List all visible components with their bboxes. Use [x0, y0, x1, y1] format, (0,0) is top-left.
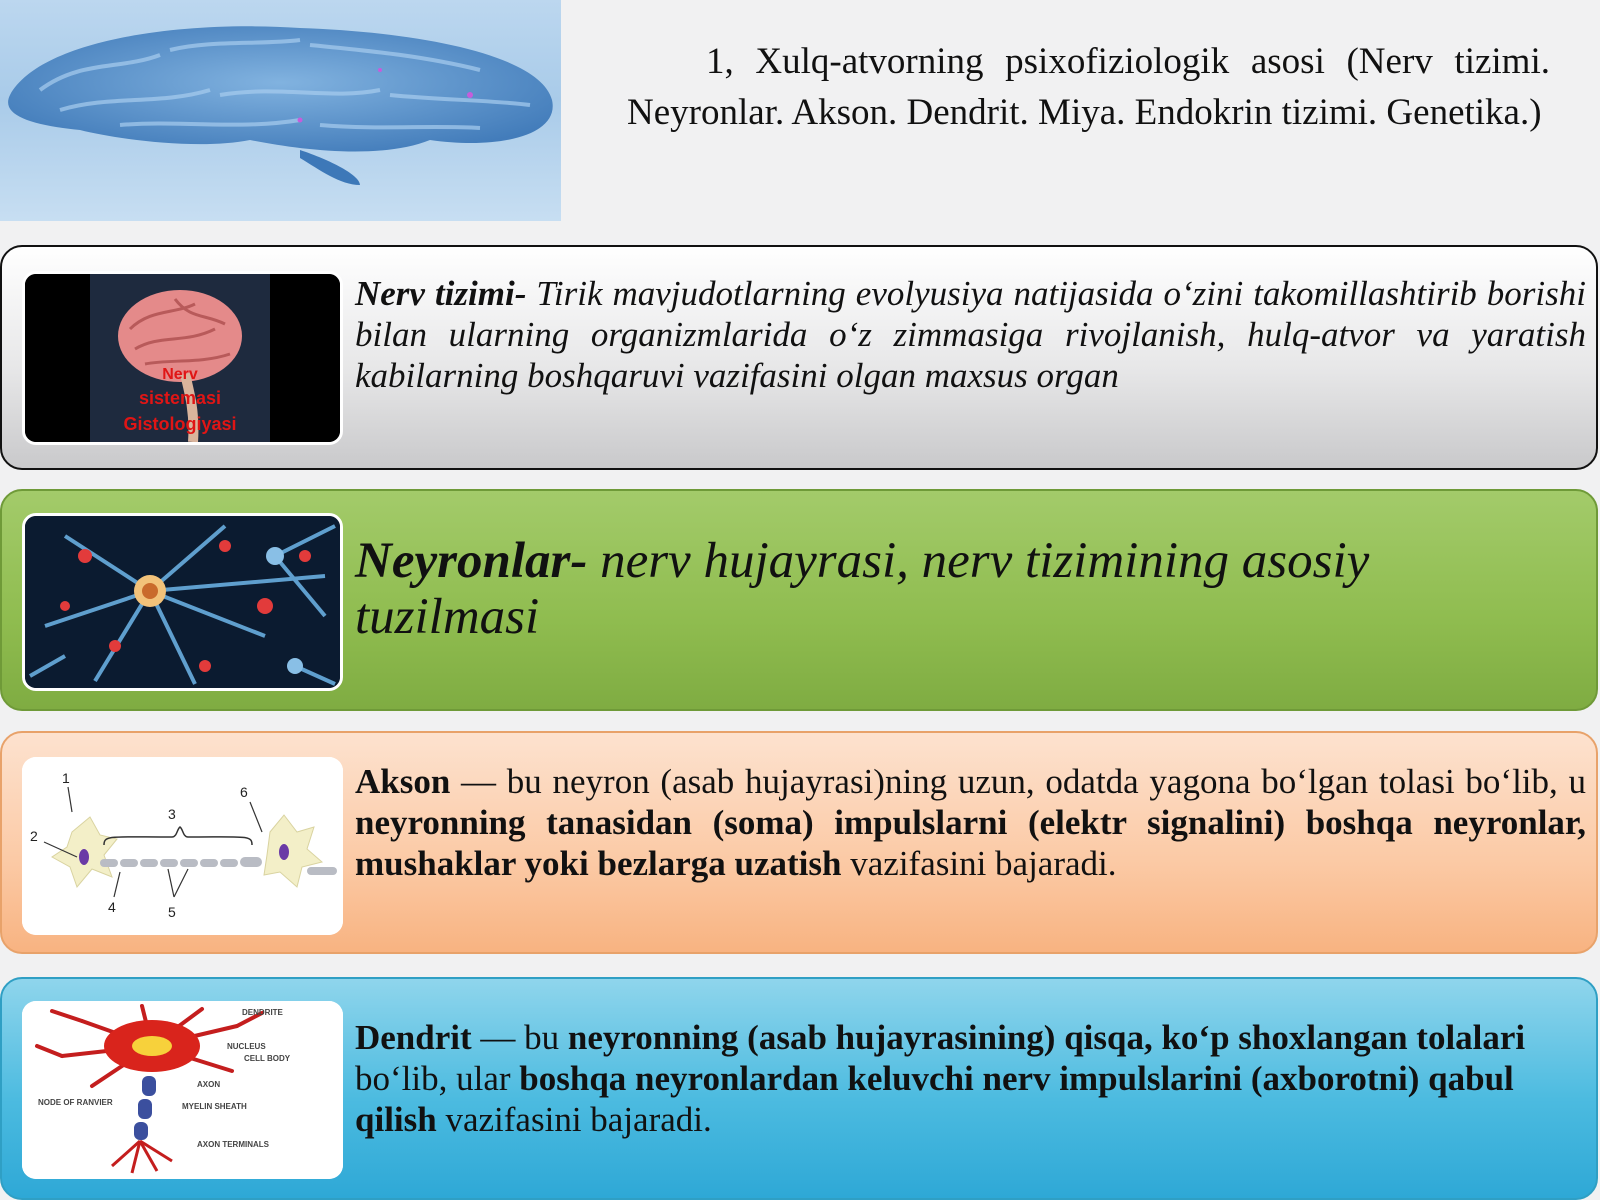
cell-body-label: CELL BODY — [244, 1054, 291, 1063]
nerv-tizimi-body: Tirik mavjudotlarning evolyusiya natijasida o‘zini takomillashtirib borishi bilan ularning organizmlarida o‘z zimmasiga rivojlanish, hulq-atvor va yaratish kabilarning boshqaruvi vazifasini olgan maxsus organ — [355, 274, 1586, 395]
neyronlar-body: nerv hujayrasi, nerv tizimining asosiy tuzilmasi — [355, 533, 1370, 645]
nerv-tizimi-definition — [355, 273, 1586, 396]
axon-label-2: 2 — [30, 828, 38, 844]
nerv-tizimi-panel — [0, 245, 1598, 470]
akson-body-bold: neyronning tanasidan (soma) impulslarni (elektr signalini) boshqa neyronlar, mushaklar yoki bezlarga uzatish — [355, 803, 1586, 883]
nerv-tizimi-term: Nerv tizimi- — [355, 274, 527, 313]
axon-label-1: 1 — [62, 770, 70, 786]
dendrit-body-5: vazifasini bajaradi. — [436, 1100, 712, 1139]
akson-body-1: — bu neyron (asab hujayrasi)ning uzun, odatda yagona bo‘lgan tolasi bo‘lib, u — [450, 762, 1586, 801]
dendrit-body-bold-1: neyronning (asab hujayrasining) qisqa, ko‘p shoxlangan tolalari — [567, 1018, 1526, 1057]
brain-illustration — [0, 0, 561, 221]
neuron-network-image — [22, 513, 343, 691]
dendrite-diagram-image — [22, 1001, 343, 1179]
nucleus-label: NUCLEUS — [227, 1042, 266, 1051]
axon-label-3: 3 — [168, 806, 176, 822]
dendrit-body-3: bo‘lib, ular — [355, 1059, 520, 1098]
caption-line-2: sistemasi — [138, 388, 222, 408]
akson-body-3: vazifasini bajaradi. — [841, 844, 1117, 883]
dendrit-term: Dendrit — [355, 1018, 472, 1057]
axon-label-4: 4 — [108, 899, 116, 915]
akson-term: Akson — [355, 762, 451, 801]
nerv-sistemasi-image — [22, 271, 343, 445]
axon-label-6: 6 — [240, 784, 248, 800]
myelin-sheath-label: MYELIN SHEATH — [182, 1102, 247, 1111]
neyronlar-panel — [0, 489, 1598, 711]
dendrit-panel — [0, 977, 1598, 1200]
dendrit-definition — [355, 1017, 1556, 1140]
caption-line-3: Gistologiyasi — [123, 414, 237, 434]
akson-definition — [355, 761, 1586, 884]
axon-label-5: 5 — [168, 904, 176, 920]
node-of-ranvier-label: NODE OF RANVIER — [38, 1098, 113, 1107]
axon-terminals-label: AXON TERMINALS — [197, 1140, 269, 1149]
dendrite-label: DENDRITE — [242, 1008, 283, 1017]
page-title: 1, Xulq-atvorning psixofiziologik asosi (Nerv tizimi. Neyronlar. Akson. Dendrit. Miya. Endokrin tizimi. Genetika.) — [627, 41, 1550, 133]
neyronlar-term: Neyronlar- — [355, 533, 588, 589]
caption-line-1: Nerv — [162, 366, 198, 383]
akson-panel — [0, 731, 1598, 954]
brain-hero-image — [0, 0, 561, 221]
axon-diagram-image — [22, 757, 343, 935]
axon-label: AXON — [197, 1080, 221, 1089]
dendrit-body-1: — bu — [471, 1018, 568, 1057]
neyronlar-definition — [355, 533, 1426, 645]
dendrit-body-bold-2: boshqa neyronlardan keluvchi nerv impulslarini (axborotni) qabul qilish — [355, 1059, 1514, 1139]
